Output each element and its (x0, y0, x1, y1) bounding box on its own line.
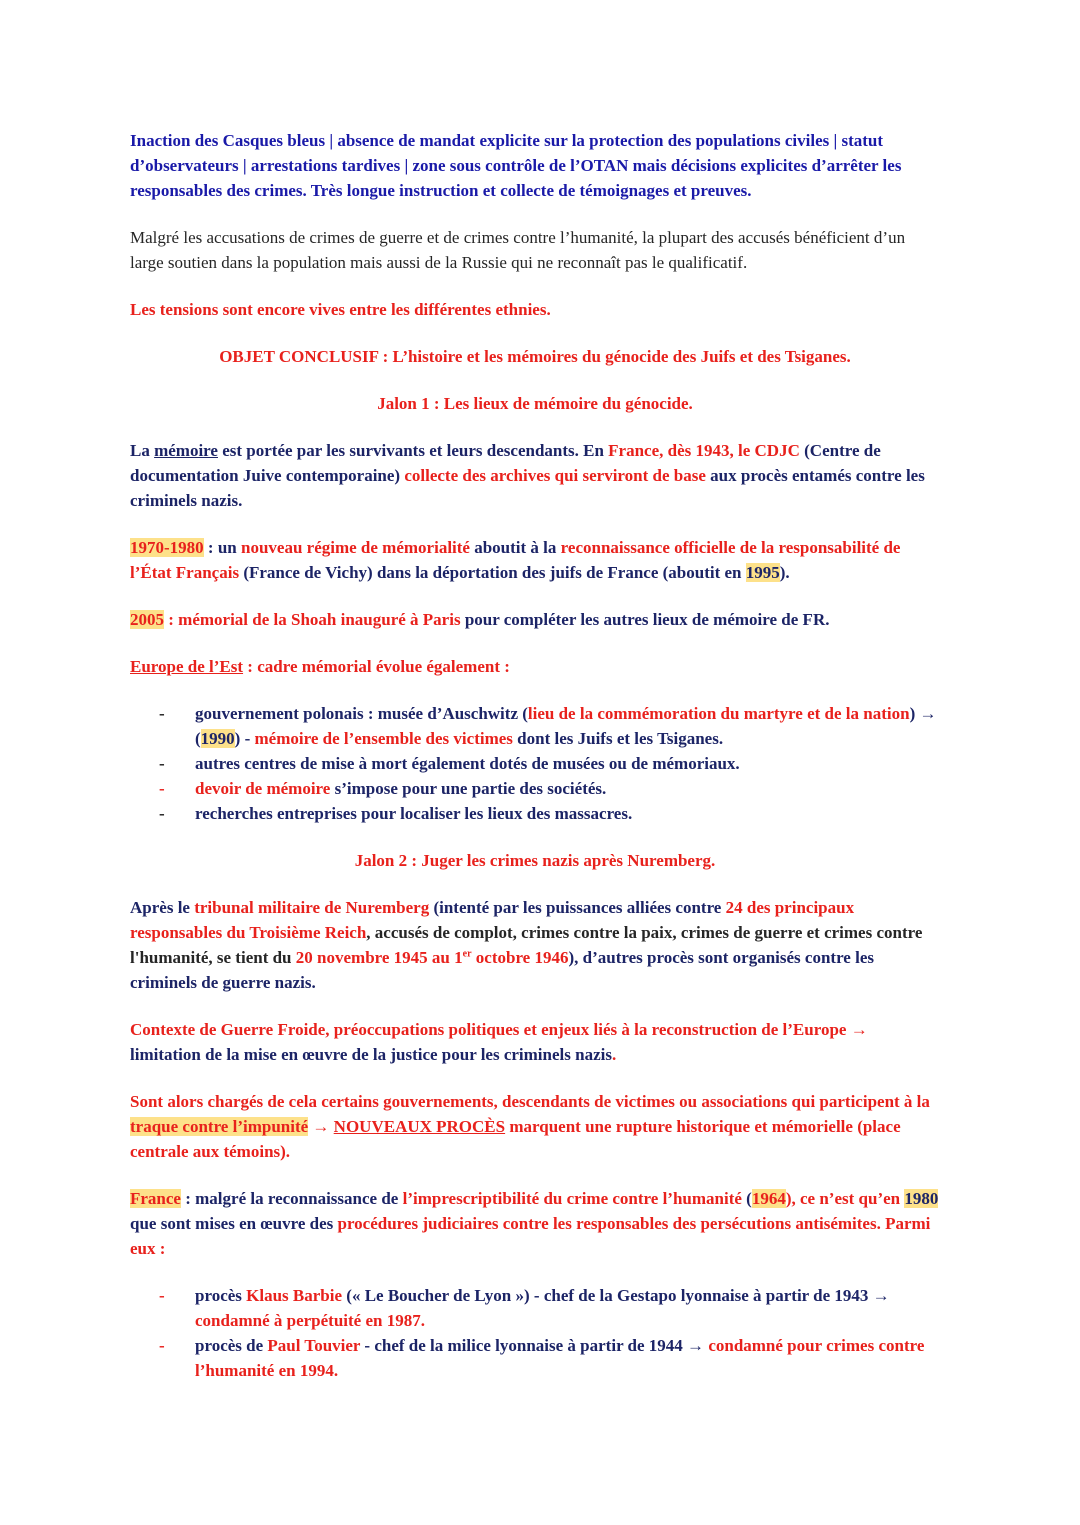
p8-text-2: (intenté par les puissances alliées contre (429, 898, 726, 917)
jalon-1-text: Jalon 1 : Les lieux de mémoire du génocide. (377, 394, 693, 413)
p11-paren: ( (741, 1189, 752, 1208)
casques-bleus-text: Inaction des Casques bleus | absence de mandat explicite sur la protection des populations civiles | statut d’observateurs | arrestations tardives | zone sous contrôle de l’OTAN mais décisions explicites d’arrêter les responsables des crimes. Très longue instruction et collecte de témoignages et preuves. (130, 131, 902, 200)
bullet-dash: - (159, 754, 165, 773)
p8-text-1: Après le (130, 898, 195, 917)
jalon-2-text: Jalon 2 : Juger les crimes nazis après Nuremberg. (354, 851, 716, 870)
paragraph-europe-est (130, 654, 940, 679)
bullet-dash: - (159, 704, 165, 723)
l1i1-text-2: dont les Juifs et les Tsiganes. (512, 729, 724, 748)
p8-text-4: ), d’autres procès sont organisés contre les criminels de guerre nazis. (130, 948, 874, 992)
paragraph-nouveaux-proces (130, 1089, 940, 1164)
p8-responsables: 24 des principaux responsables du Troisième Reich (130, 898, 855, 942)
memoire-text-3: aux procès entamés contre les criminels nazis. (130, 466, 925, 510)
heading-jalon-1 (130, 391, 940, 416)
paragraph-tensions (130, 297, 940, 322)
list-europe-est (130, 701, 940, 826)
p5-text-2: aboutit à la (469, 538, 561, 557)
p10-arrow: → (308, 1117, 334, 1136)
paragraph-guerre-froide (130, 1017, 940, 1067)
paragraph-nuremberg (130, 895, 940, 995)
l2i1-text: (« Le Boucher de Lyon ») - chef de la Gestapo lyonnaise à partir de 1943 → (342, 1286, 890, 1305)
memoire-archives: collecte des archives qui serviront de base (404, 466, 706, 485)
p10-text-1: Sont alors chargés de cela certains gouvernements, descendants de victimes ou associations qui participent à la (130, 1092, 930, 1111)
paragraph-2005 (130, 607, 940, 632)
memoire-text-1: La (130, 441, 155, 460)
list-item (159, 1333, 940, 1383)
p9-contexte: Contexte de Guerre Froide, préoccupations politiques et enjeux liés à la reconstruction de l’Europe → (130, 1020, 868, 1039)
p5-regime: nouveau régime de mémorialité (241, 538, 470, 557)
l2i2-proces: procès de (195, 1336, 268, 1355)
heading-objet-conclusif (130, 344, 940, 369)
p10-traque: traque contre l’impunité (130, 1117, 309, 1136)
paragraph-1970-1980 (130, 535, 940, 585)
p8-tribunal: tribunal militaire de Nuremberg (194, 898, 430, 917)
heading-jalon-2 (130, 848, 940, 873)
l1i1-arrow: ) → ( (195, 704, 937, 748)
p11-text-1: : malgré la reconnaissance de (180, 1189, 403, 1208)
l2i2-touvier: Paul Touvier (267, 1336, 361, 1355)
p9-limitation: limitation de la mise en œuvre de la justice pour les criminels nazis (130, 1045, 612, 1064)
l2i2-condamne: condamné pour crimes contre l’humanité en 1994. (195, 1336, 925, 1380)
l2i1-condamne: condamné à perpétuité en 1987. (195, 1311, 425, 1330)
l1i1-sep: ) - (234, 729, 255, 748)
l1i3-text: s’impose pour une partie des sociétés. (330, 779, 607, 798)
l1i1-lieu: lieu de la commémoration du martyre et de la nation (527, 704, 910, 723)
l1i4-text: recherches entreprises pour localiser les lieux des massacres. (195, 804, 633, 823)
p5-text-3: (France de Vichy) dans la déportation des juifs de France (aboutit en (239, 563, 746, 582)
p11-text-2: ), ce n’est qu’en (785, 1189, 905, 1208)
p8-text-3: , accusés de complot, crimes contre la paix, crimes de guerre et crimes contre l'humanité, se tient du (130, 923, 923, 967)
bullet-dash: - (159, 1336, 165, 1355)
l1i1-memoire: mémoire de l’ensemble des victimes (254, 729, 513, 748)
p10-text-2: marquent une rupture historique et mémorielle (place centrale aux témoins). (130, 1117, 901, 1161)
memoire-keyword: mémoire (154, 441, 218, 460)
p10-nouveaux-proces: NOUVEAUX PROCÈS (333, 1117, 506, 1136)
date-2005: 2005 (130, 610, 164, 629)
memoire-france-cdjc: France, dès 1943, le CDJC (608, 441, 800, 460)
p6-memorial: : mémorial de la Shoah inauguré à Paris (164, 610, 461, 629)
list-item (159, 701, 940, 751)
l1i2-text: autres centres de mise à mort également dotés de musées ou de mémoriaux. (195, 754, 740, 773)
l1i1-text-1: gouvernement polonais : musée d’Auschwitz ( (195, 704, 528, 723)
p5-text-4: ). (779, 563, 790, 582)
paragraph-memoire (130, 438, 940, 513)
list-item (159, 801, 940, 826)
paragraph-accusations (130, 225, 940, 275)
tensions-text: Les tensions sont encore vives entre les différentes ethnies. (130, 300, 551, 319)
europe-est-text: : cadre mémorial évolue également : (243, 657, 510, 676)
p8-date-end: octobre 1946 (471, 948, 569, 967)
p11-procedures: procédures judiciaires contre les responsables des persécutions antisémites. Parmi eux : (130, 1214, 931, 1258)
p8-superscript: er (462, 948, 472, 960)
date-1964: 1964 (751, 1189, 786, 1208)
p5-reconnaissance: reconnaissance officielle de la responsabilité de l’État Français (130, 538, 901, 582)
p6-text: pour compléter les autres lieux de mémoire de FR. (460, 610, 830, 629)
list-item (159, 751, 940, 776)
list-item (159, 1283, 940, 1333)
l2i1-proces: procès (195, 1286, 247, 1305)
l2i1-barbie: Klaus Barbie (246, 1286, 343, 1305)
l2i2-text: - chef de la milice lyonnaise à partir de 1944 → (360, 1336, 709, 1355)
bullet-dash: - (159, 804, 165, 823)
p8-date-start: 20 novembre 1945 au 1 (295, 948, 463, 967)
bullet-dash: - (159, 779, 165, 798)
memoire-cdjc-name: (Centre de documentation Juive contemporaine) (130, 441, 881, 485)
date-1980: 1980 (904, 1189, 939, 1208)
date-1990: 1990 (200, 729, 235, 748)
list-proces (130, 1283, 940, 1383)
p11-imprescriptibilite: l’imprescriptibilité du crime contre l’humanité (402, 1189, 742, 1208)
objet-conclusif-text: OBJET CONCLUSIF : L’histoire et les mémoires du génocide des Juifs et des Tsiganes. (219, 347, 851, 366)
date-1970-1980: 1970-1980 (130, 538, 204, 557)
date-1995: 1995 (745, 563, 780, 582)
memoire-text-2: est portée par les survivants et leurs descendants. En (217, 441, 609, 460)
list-item (159, 776, 940, 801)
p5-text-1: : un (203, 538, 241, 557)
bullet-dash: - (159, 1286, 165, 1305)
paragraph-france-1980 (130, 1186, 940, 1261)
p11-text-3: que sont mises en œuvre des (130, 1214, 338, 1233)
europe-est-label: Europe de l’Est (130, 657, 244, 676)
p11-france: France (130, 1189, 181, 1208)
accusations-text: Malgré les accusations de crimes de guerre et de crimes contre l’humanité, la plupart des accusés bénéficient d’un large soutien dans la population mais aussi de la Russie qui ne reconnaît pas le qualificatif. (130, 228, 906, 272)
paragraph-casques-bleus (130, 128, 940, 203)
l1i3-devoir: devoir de mémoire (195, 779, 331, 798)
document-page (130, 128, 940, 1405)
p9-period: . (611, 1045, 617, 1064)
